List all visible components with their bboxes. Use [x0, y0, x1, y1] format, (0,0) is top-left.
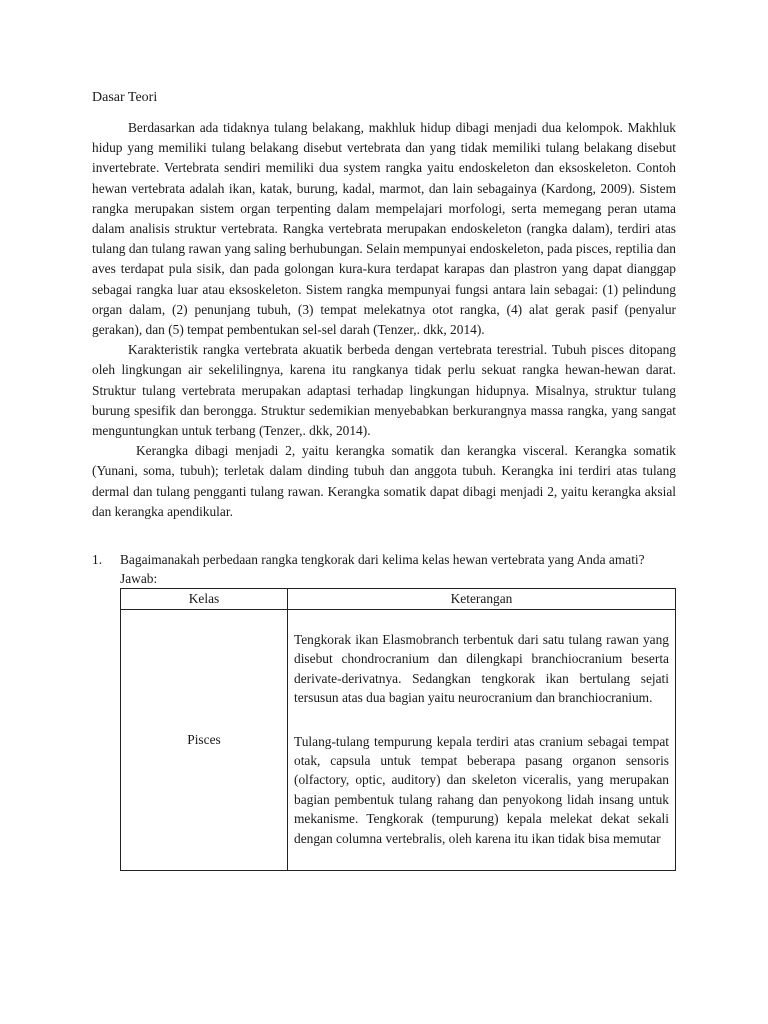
table-header-row	[121, 589, 676, 610]
question-1	[92, 550, 676, 570]
paragraph-3: Kerangka dibagi menjadi 2, yaitu kerangka somatik dan kerangka visceral. Kerangka somatik (Yunani, soma, tubuh); terletak dalam dinding tubuh dan anggota tubuh. Kerangka ini terdiri atas tulang dermal dan tulang pengganti tulang rawan. Kerangka somatik dapat dibagi menjadi 2, yaitu kerangka aksial dan kerangka apendikular.	[92, 443, 676, 519]
header-kelas: Kelas	[121, 589, 288, 610]
answer-label: Jawab:	[120, 571, 158, 587]
keterangan-cell	[288, 610, 676, 871]
kelas-cell: Pisces	[121, 610, 288, 871]
answer-table	[120, 588, 676, 871]
keterangan-paragraph-2: Tulang-tulang tempurung kepala terdiri atas cranium sebagai tempat otak, capsula untuk tempat beberapa pasang organon sensoris (olfactory, optic, auditory) dan skeleton viceralis, yang merupakan bagian pembentuk tulang rahang dan penyokong lidah insang untuk mekanisme. Tengkorak (tempurung) kepala melekat dekat sekali dengan columna vertebralis, oleh karena itu ikan tidak bisa memutar	[294, 733, 669, 846]
keterangan-paragraph-1: Tengkorak ikan Elasmobranch terbentuk dari satu tulang rawan yang disebut chondrocranium dan dilengkapi branchiocranium beserta derivate-derivatnya. Sedangkan tengkorak ikan bertulang sejati tersusun atas dua bagian yaitu neurocranium dan branchiocranium.	[294, 632, 669, 706]
paragraph-1: Berdasarkan ada tidaknya tulang belakang, makhluk hidup dibagi menjadi dua kelompok. Makhluk hidup yang memiliki tulang belakang disebut vertebrata dan yang tidak memiliki tulang belakang disebut invertebrate. Vertebrata sendiri memiliki dua system rangka yaitu endoskeleton dan eksoskeleton. Contoh hewan vertebrata adalah ikan, katak, burung, kadal, marmot, dan lain sebagainya (Kardong, 2009). Sistem rangka merupakan sistem organ terpenting dalam mempelajari morfologi, serta memegang peran utama dalam analisis struktur vertebrata. Rangka vertebrata merupakan endoskeleton (rangka dalam), terdiri atas tulang dan tulang rawan yang saling berhubungan. Selain mempunyai endoskeleton, pada pisces, reptilia dan aves terdapat pula sisik, dan pada golongan kura-kura terdapat karapas dan plastron yang dapat dianggap sebagai rangka luar atau eksoskeleton. Sistem rangka mempunyai fungsi antara lain sebagai: (1) pelindung organ dalam, (2) penunjang tubuh, (3) tempat melekatnya otot rangka, (4) alat gerak pasif (penyalur gerakan), dan (5) tempat pembentukan sel-sel darah (Tenzer,. dkk, 2014).	[92, 120, 676, 338]
header-keterangan: Keterangan	[288, 589, 676, 610]
table-row	[121, 610, 676, 871]
question-number: 1.	[92, 552, 103, 568]
section-heading: Dasar Teori	[92, 90, 158, 105]
question-text: Bagaimanakah perbedaan rangka tengkorak dari kelima kelas hewan vertebrata yang Anda amati?	[120, 552, 645, 568]
paragraph-2: Karakteristik rangka vertebrata akuatik berbeda dengan vertebrata terestrial. Tubuh pisces ditopang oleh lingkungan air sekelilingnya, karena itu rangkanya tidak perlu sekuat rangka hewan-hewan darat. Struktur tulang vertebrata merupakan adaptasi terhadap lingkungan hidupnya. Misalnya, struktur tulang burung spesifik dan berongga. Struktur sedemikian menyebabkan berkurangnya massa rangka, yang sangat menguntungkan untuk terbang (Tenzer,. dkk, 2014).	[92, 342, 676, 439]
